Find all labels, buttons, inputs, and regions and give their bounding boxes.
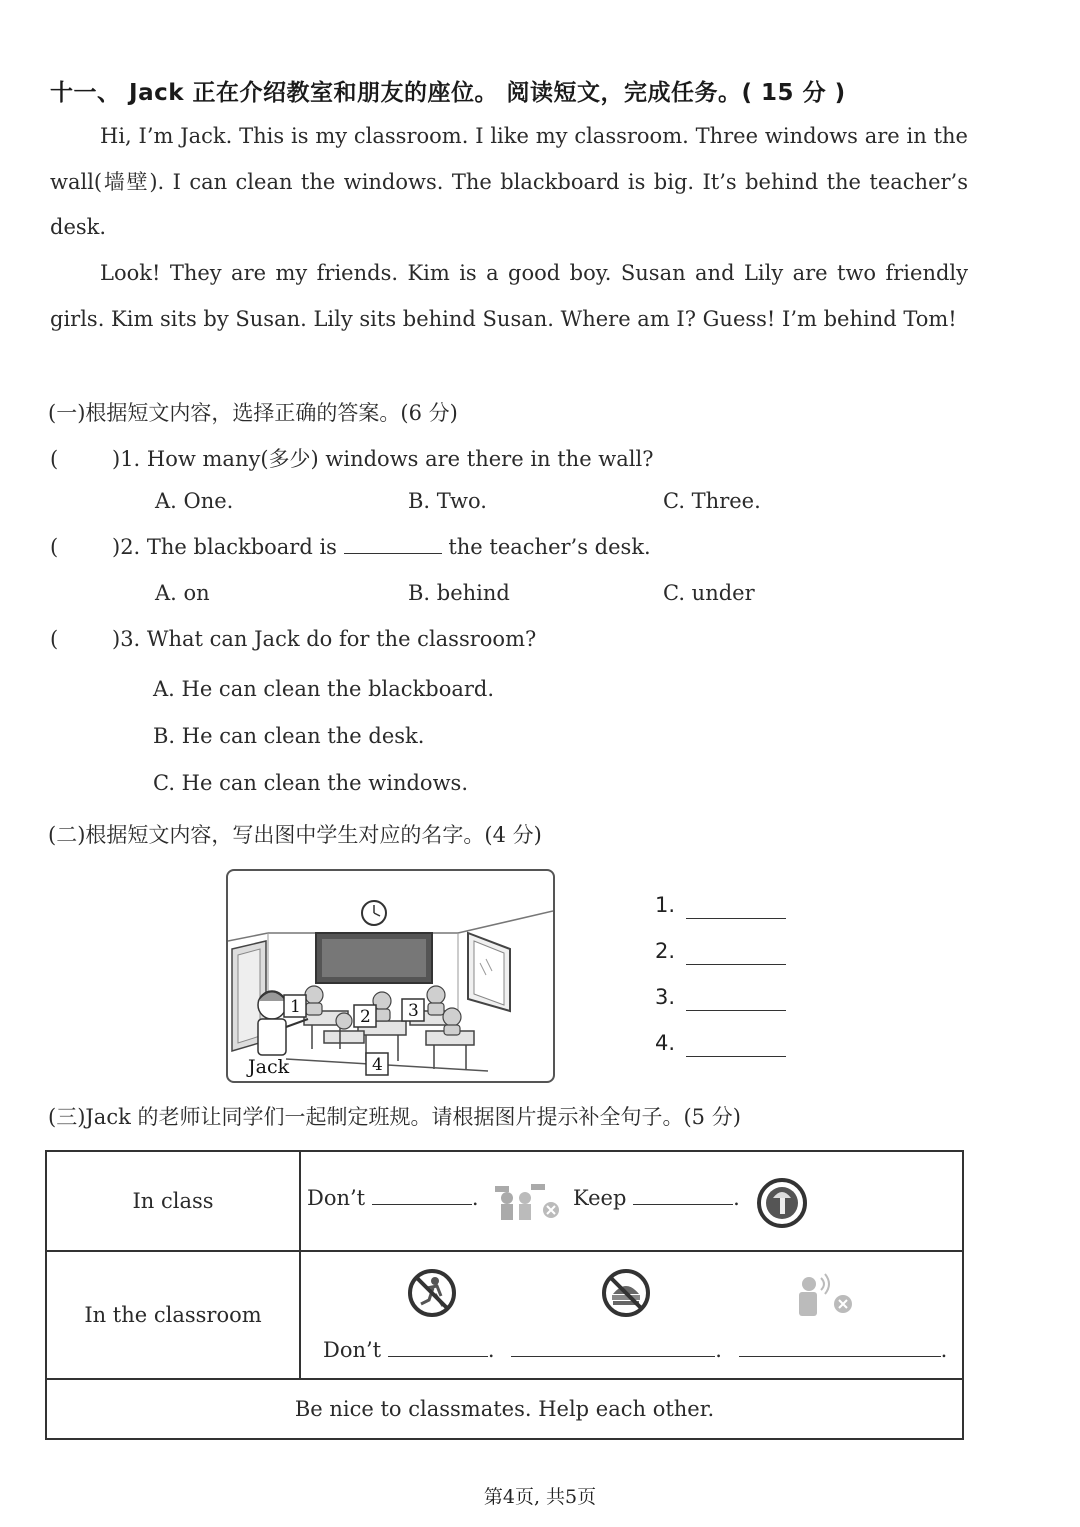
answer-number-3: 3. xyxy=(655,985,676,1009)
answer-line-4[interactable] xyxy=(686,1056,786,1057)
section-title: 十一、 Jack 正在介绍教室和朋友的座位。 阅读短文，完成任务。( 15 分 ) xyxy=(50,80,846,106)
q3-option-a: A. He can clean the blackboard. xyxy=(153,677,495,701)
q2-option-b: B. behind xyxy=(408,581,510,605)
in-classroom-sentence xyxy=(323,1338,947,1362)
keep-sentence xyxy=(573,1186,740,1210)
keep-text: Keep xyxy=(573,1186,627,1210)
answer-line-2[interactable] xyxy=(686,964,786,965)
part1-heading: (一)根据短文内容，选择正确的答案。(6 分) xyxy=(48,401,458,425)
picture-label-4: 4 xyxy=(372,1055,383,1075)
period: . xyxy=(715,1338,722,1362)
period: . xyxy=(487,1338,495,1362)
picture-label-3: 3 xyxy=(408,1001,419,1021)
q1-option-b: B. Two. xyxy=(408,489,487,513)
q3-option-c: C. He can clean the windows. xyxy=(153,771,468,795)
answer-number-4: 4. xyxy=(655,1031,676,1055)
question-3 xyxy=(50,627,536,651)
no-shouting-icon xyxy=(791,1268,857,1322)
clock-icon xyxy=(362,901,386,925)
window-drawing xyxy=(468,933,510,1011)
period: . xyxy=(733,1186,740,1210)
blackboard-drawing xyxy=(316,933,432,983)
classroom-illustration xyxy=(228,871,553,1081)
answer-paren[interactable]: ( xyxy=(50,535,59,559)
q3-option-b: B. He can clean the desk. xyxy=(153,724,425,748)
passage-text-2: Look! They are my friends. Kim is a good boy. Susan and Lily are two friendly girls. Kim sits by Susan. Lily sits behind Susan. Where am I? Guess! I’m behind Tom! xyxy=(50,261,968,331)
no-running-icon xyxy=(405,1266,459,1320)
answer-paren[interactable]: ( xyxy=(50,627,59,651)
passage-text-1: Hi, I’m Jack. This is my classroom. I like my classroom. Three windows are in the wall(墙壁). I can clean the windows. The blackboard is big. It’s behind the teacher’s desk. xyxy=(50,124,968,239)
answer-line-1[interactable] xyxy=(686,918,786,919)
no-talking-icon xyxy=(493,1182,565,1224)
rules-row-in-classroom xyxy=(46,1251,963,1379)
passage-paragraph-1 xyxy=(50,114,968,251)
question-1-text: )1. How many(多少) windows are there in the wall? xyxy=(112,447,654,471)
blank-in-classroom-2[interactable] xyxy=(511,1338,715,1357)
row-label-in-classroom: In the classroom xyxy=(46,1251,300,1379)
blank-in-classroom-3[interactable] xyxy=(739,1338,941,1357)
answer-line-3[interactable] xyxy=(686,1010,786,1011)
question-2-blank[interactable] xyxy=(344,535,442,554)
q1-option-a: A. One. xyxy=(155,489,234,513)
blank-in-classroom-1[interactable] xyxy=(388,1338,488,1357)
row-label-in-class: In class xyxy=(46,1151,300,1251)
q2-option-a: A. on xyxy=(155,581,210,605)
answer-number-1: 1. xyxy=(655,893,676,917)
classroom-picture xyxy=(226,869,555,1083)
part2-heading: (二)根据短文内容，写出图中学生对应的名字。(4 分) xyxy=(48,823,542,847)
picture-label-1: 1 xyxy=(290,997,301,1017)
be-nice-text: Be nice to classmates. Help each other. xyxy=(46,1379,963,1439)
quiet-icon xyxy=(755,1176,809,1230)
question-2 xyxy=(50,535,651,559)
picture-label-jack: Jack xyxy=(248,1056,290,1078)
answer-number-2: 2. xyxy=(655,939,676,963)
no-eating-icon xyxy=(599,1266,653,1320)
class-rules-table xyxy=(45,1150,964,1440)
period: . xyxy=(940,1338,948,1362)
rules-row-be-nice xyxy=(46,1379,963,1439)
q2-option-c: C. under xyxy=(663,581,755,605)
in-class-cell xyxy=(300,1151,963,1251)
q1-option-c: C. Three. xyxy=(663,489,761,513)
blank-in-class-1[interactable] xyxy=(372,1186,472,1205)
period: . xyxy=(471,1186,479,1210)
passage-paragraph-2 xyxy=(50,251,968,342)
part3-heading: (三)Jack 的老师让同学们一起制定班规。请根据图片提示补全句子。(5 分) xyxy=(48,1105,741,1129)
page-footer: 第4页, 共5页 xyxy=(483,1486,597,1508)
blank-in-class-2[interactable] xyxy=(633,1186,733,1205)
dont-text: Don’t xyxy=(307,1186,366,1210)
question-2-text-before: )2. The blackboard is xyxy=(112,535,337,559)
in-classroom-cell xyxy=(300,1251,963,1379)
rules-row-in-class xyxy=(46,1151,963,1251)
in-class-sentence xyxy=(307,1186,479,1210)
answer-paren[interactable]: ( xyxy=(50,447,59,471)
question-2-text-after: the teacher’s desk. xyxy=(448,535,651,559)
question-1 xyxy=(50,443,654,473)
question-3-text: )3. What can Jack do for the classroom? xyxy=(112,627,537,651)
picture-label-2: 2 xyxy=(360,1007,371,1027)
dont-text: Don’t xyxy=(323,1338,382,1362)
